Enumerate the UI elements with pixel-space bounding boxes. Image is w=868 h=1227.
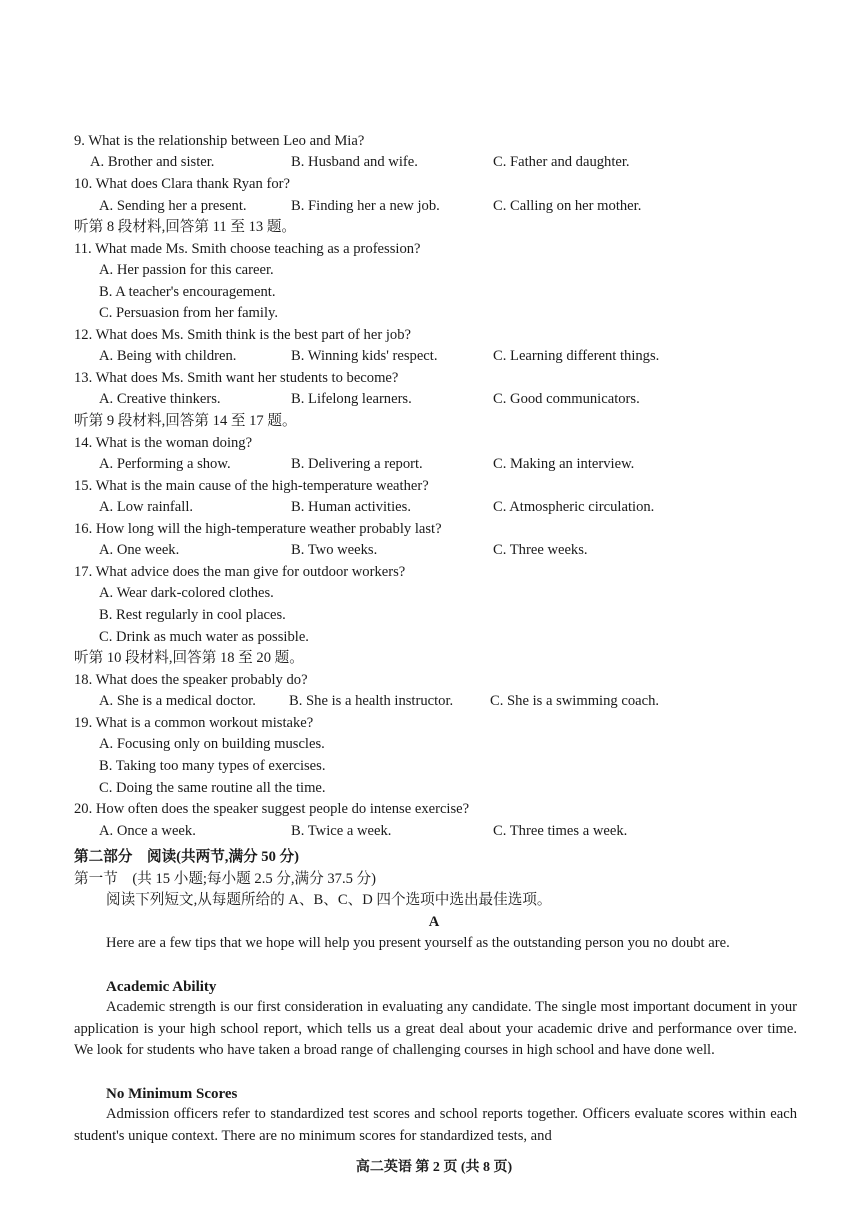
question-16-option-c: C. Three weeks. (493, 542, 588, 558)
question-10-option-c: C. Calling on her mother. (493, 198, 642, 214)
question-20-option-b: B. Twice a week. (291, 823, 392, 839)
question-13-option-b: B. Lifelong learners. (291, 391, 412, 407)
question-19-option-c: C. Doing the same routine all the time. (99, 780, 326, 796)
question-13-stem: 13. What does Ms. Smith want her students to become? (74, 370, 399, 386)
question-17-stem: 17. What advice does the man give for outdoor workers? (74, 564, 406, 580)
question-18-option-b: B. She is a health instructor. (289, 693, 454, 709)
question-17-option-b: B. Rest regularly in cool places. (99, 607, 286, 623)
question-14-option-c: C. Making an interview. (493, 456, 635, 472)
heading-no-minimum-scores: No Minimum Scores (106, 1086, 238, 1102)
question-12-option-a: A. Being with children. (99, 348, 237, 364)
question-12-option-b: B. Winning kids' respect. (291, 348, 438, 364)
question-16-stem: 16. How long will the high-temperature weather probably last? (74, 521, 442, 537)
question-14-stem: 14. What is the woman doing? (74, 435, 253, 451)
part-2-title: 第二部分 阅读(共两节,满分 50 分) (74, 849, 299, 865)
question-14-option-a: A. Performing a show. (99, 456, 231, 472)
passage-intro: Here are a few tips that we hope will help you present yourself as the outstanding person you no doubt are. (106, 935, 730, 951)
question-12-option-c: C. Learning different things. (493, 348, 660, 364)
reading-instruction: 阅读下列短文,从每题所给的 A、B、C、D 四个选项中选出最佳选项。 (106, 892, 552, 908)
question-13-option-c: C. Good communicators. (493, 391, 640, 407)
question-9-option-b: B. Husband and wife. (291, 154, 418, 170)
question-9-stem: 9. What is the relationship between Leo and Mia? (74, 133, 365, 149)
question-19-option-b: B. Taking too many types of exercises. (99, 758, 326, 774)
question-10-stem: 10. What does Clara thank Ryan for? (74, 176, 290, 192)
question-12-stem: 12. What does Ms. Smith think is the best part of her job? (74, 327, 411, 343)
question-20-option-c: C. Three times a week. (493, 823, 628, 839)
question-15-option-c: C. Atmospheric circulation. (493, 499, 655, 515)
question-20-option-a: A. Once a week. (99, 823, 196, 839)
paragraph-academic-ability: Academic strength is our first consideration in evaluating any candidate. The single most important document in your application is your high school report, which tells us a great deal about your academic drive and performance over time. We look for students who have taken a broad range of challenging courses in high school and have done well. (74, 999, 797, 1058)
question-9-option-c: C. Father and daughter. (493, 154, 630, 170)
question-15-stem: 15. What is the main cause of the high-temperature weather? (74, 478, 429, 494)
question-15-option-b: B. Human activities. (291, 499, 411, 515)
question-16-option-b: B. Two weeks. (291, 542, 378, 558)
question-11-option-c: C. Persuasion from her family. (99, 305, 279, 321)
question-13-option-a: A. Creative thinkers. (99, 391, 221, 407)
question-20-stem: 20. How often does the speaker suggest people do intense exercise? (74, 801, 470, 817)
question-11-stem: 11. What made Ms. Smith choose teaching as a profession? (74, 241, 421, 257)
heading-academic-ability: Academic Ability (106, 979, 217, 995)
passage-label: A (428, 914, 440, 930)
question-11-option-b: B. A teacher's encouragement. (99, 284, 276, 300)
question-9-option-a: A. Brother and sister. (90, 154, 215, 170)
listening-intro-9: 听第 9 段材料,回答第 14 至 17 题。 (74, 413, 297, 429)
question-17-option-a: A. Wear dark-colored clothes. (99, 585, 274, 601)
question-19-stem: 19. What is a common workout mistake? (74, 715, 314, 731)
question-11-option-a: A. Her passion for this career. (99, 262, 274, 278)
question-19-option-a: A. Focusing only on building muscles. (99, 736, 325, 752)
question-18-option-c: C. She is a swimming coach. (490, 693, 660, 709)
question-17-option-c: C. Drink as much water as possible. (99, 629, 309, 645)
question-18-option-a: A. She is a medical doctor. (99, 693, 256, 709)
question-15-option-a: A. Low rainfall. (99, 499, 194, 515)
page-footer: 高二英语 第 2 页 (共 8 页) (355, 1160, 513, 1175)
listening-intro-8: 听第 8 段材料,回答第 11 至 13 题。 (74, 219, 297, 235)
question-10-option-a: A. Sending her a present. (99, 198, 247, 214)
question-10-option-b: B. Finding her a new job. (291, 198, 440, 214)
question-16-option-a: A. One week. (99, 542, 180, 558)
section-1-title: 第一节 (共 15 小题;每小题 2.5 分,满分 37.5 分) (74, 871, 377, 887)
question-14-option-b: B. Delivering a report. (291, 456, 423, 472)
listening-intro-10: 听第 10 段材料,回答第 18 至 20 题。 (74, 650, 304, 666)
paragraph-no-minimum-scores: Admission officers refer to standardized test scores and school reports together. Officers evaluate scores within each student's unique context. There are no minimum scores for standardized tests, and (74, 1106, 797, 1144)
question-18-stem: 18. What does the speaker probably do? (74, 672, 308, 688)
